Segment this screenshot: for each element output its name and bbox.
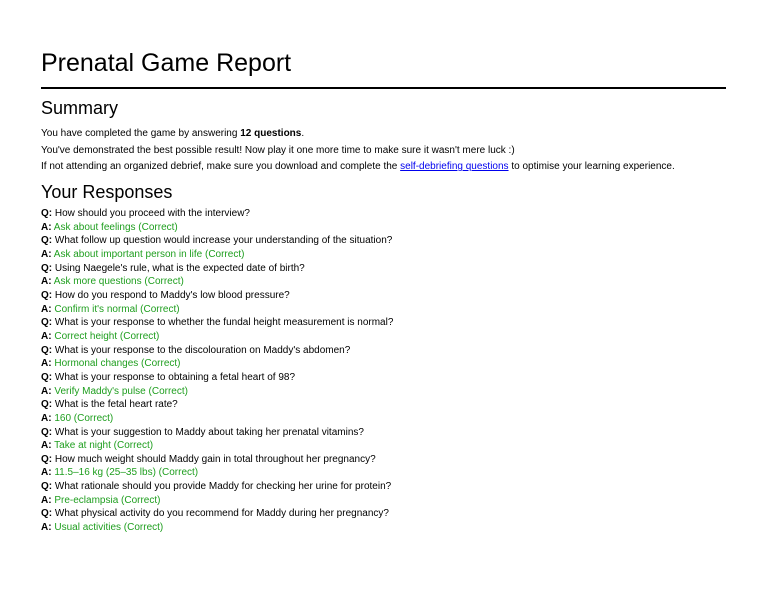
question-text: How should you proceed with the interview? <box>54 208 250 219</box>
question-prefix: Q: <box>41 289 53 301</box>
page-title: Prenatal Game Report <box>41 49 292 77</box>
responses-list <box>41 207 393 535</box>
answer-prefix: A: <box>41 276 52 288</box>
answer-line <box>41 275 393 289</box>
question-prefix: Q: <box>41 344 53 356</box>
question-prefix: Q: <box>41 208 53 219</box>
answer-text: Hormonal changes (Correct) <box>54 358 181 370</box>
answer-line <box>41 221 393 235</box>
question-text: What is the fetal heart rate? <box>54 399 178 411</box>
answer-prefix: A: <box>41 385 52 397</box>
self-debriefing-link[interactable]: self-debriefing questions <box>400 161 509 172</box>
summary-text <box>41 126 675 176</box>
summary-line-questions: You have completed the game by answering 12 questions. <box>41 128 305 139</box>
question-line <box>41 480 393 494</box>
answer-line <box>41 521 393 535</box>
question-text: How do you respond to Maddy's low blood pressure? <box>54 289 290 301</box>
summary-line-debrief: If not attending an organized debrief, make sure you download and complete the self-debriefing questions to optimise your learning experience. <box>41 161 675 172</box>
answer-text: Verify Maddy's pulse (Correct) <box>54 385 188 397</box>
answer-prefix: A: <box>41 522 52 534</box>
answer-text: Ask about important person in life (Correct) <box>53 248 245 260</box>
answer-line <box>41 330 393 344</box>
answer-text: 11.5–16 kg (25–35 lbs) (Correct) <box>54 467 199 479</box>
question-prefix: Q: <box>41 508 53 520</box>
summary-line-result: You've demonstrated the best possible result! Now play it one more time to make sure it wasn't mere luck :) <box>41 144 515 156</box>
question-prefix: Q: <box>41 453 53 465</box>
answer-text: Ask about feelings (Correct) <box>53 221 178 233</box>
answer-line <box>41 412 393 426</box>
question-line <box>41 507 393 521</box>
question-prefix: Q: <box>41 371 53 383</box>
answer-line <box>41 248 393 262</box>
answer-line <box>41 439 393 453</box>
title-divider <box>41 87 726 89</box>
answer-text: Ask more questions (Correct) <box>53 276 184 288</box>
answer-line <box>41 385 393 399</box>
answer-text: Usual activities (Correct) <box>54 522 164 534</box>
question-prefix: Q: <box>41 481 53 493</box>
question-text: How much weight should Maddy gain in total throughout her pregnancy? <box>54 453 376 465</box>
question-text: What physical activity do you recommend for Maddy during her pregnancy? <box>54 508 389 520</box>
question-line <box>41 289 393 303</box>
question-line <box>41 262 393 276</box>
question-line <box>41 398 393 412</box>
question-line <box>41 426 393 440</box>
summary-heading: Summary <box>41 98 119 118</box>
answer-prefix: A: <box>41 248 52 260</box>
answer-prefix: A: <box>41 412 52 424</box>
question-line <box>41 207 393 221</box>
question-line <box>41 316 393 330</box>
answer-text: Confirm it's normal (Correct) <box>54 303 180 315</box>
answer-line <box>41 303 393 317</box>
question-text: What is your response to obtaining a fetal heart of 98? <box>54 371 296 383</box>
question-prefix: Q: <box>41 235 53 247</box>
question-text: What follow up question would increase your understanding of the situation? <box>54 235 393 247</box>
question-prefix: Q: <box>41 399 53 411</box>
answer-prefix: A: <box>41 303 52 315</box>
question-text: What is your suggestion to Maddy about taking her prenatal vitamins? <box>54 426 364 438</box>
answer-prefix: A: <box>41 358 52 370</box>
question-line <box>41 234 393 248</box>
answer-line <box>41 466 393 480</box>
responses-heading: Your Responses <box>41 182 173 202</box>
question-text: What rationale should you provide Maddy for checking her urine for protein? <box>54 481 392 493</box>
question-text: What is your response to the discolouration on Maddy's abdomen? <box>54 344 351 356</box>
question-line <box>41 344 393 358</box>
question-line <box>41 453 393 467</box>
answer-prefix: A: <box>41 467 52 479</box>
question-count: 12 questions <box>240 128 302 139</box>
question-line <box>41 371 393 385</box>
answer-prefix: A: <box>41 330 52 342</box>
answer-prefix: A: <box>41 221 52 233</box>
question-text: Using Naegele's rule, what is the expected date of birth? <box>54 262 305 274</box>
answer-text: 160 (Correct) <box>54 412 114 424</box>
answer-text: Correct height (Correct) <box>54 330 160 342</box>
answer-text: Take at night (Correct) <box>54 440 154 452</box>
answer-prefix: A: <box>41 494 52 506</box>
answer-prefix: A: <box>41 440 52 452</box>
question-prefix: Q: <box>41 317 53 329</box>
answer-text: Pre-eclampsia (Correct) <box>54 494 161 506</box>
question-prefix: Q: <box>41 426 53 438</box>
answer-line <box>41 494 393 508</box>
question-text: What is your response to whether the fundal height measurement is normal? <box>54 317 394 329</box>
question-prefix: Q: <box>41 262 53 274</box>
answer-line <box>41 357 393 371</box>
